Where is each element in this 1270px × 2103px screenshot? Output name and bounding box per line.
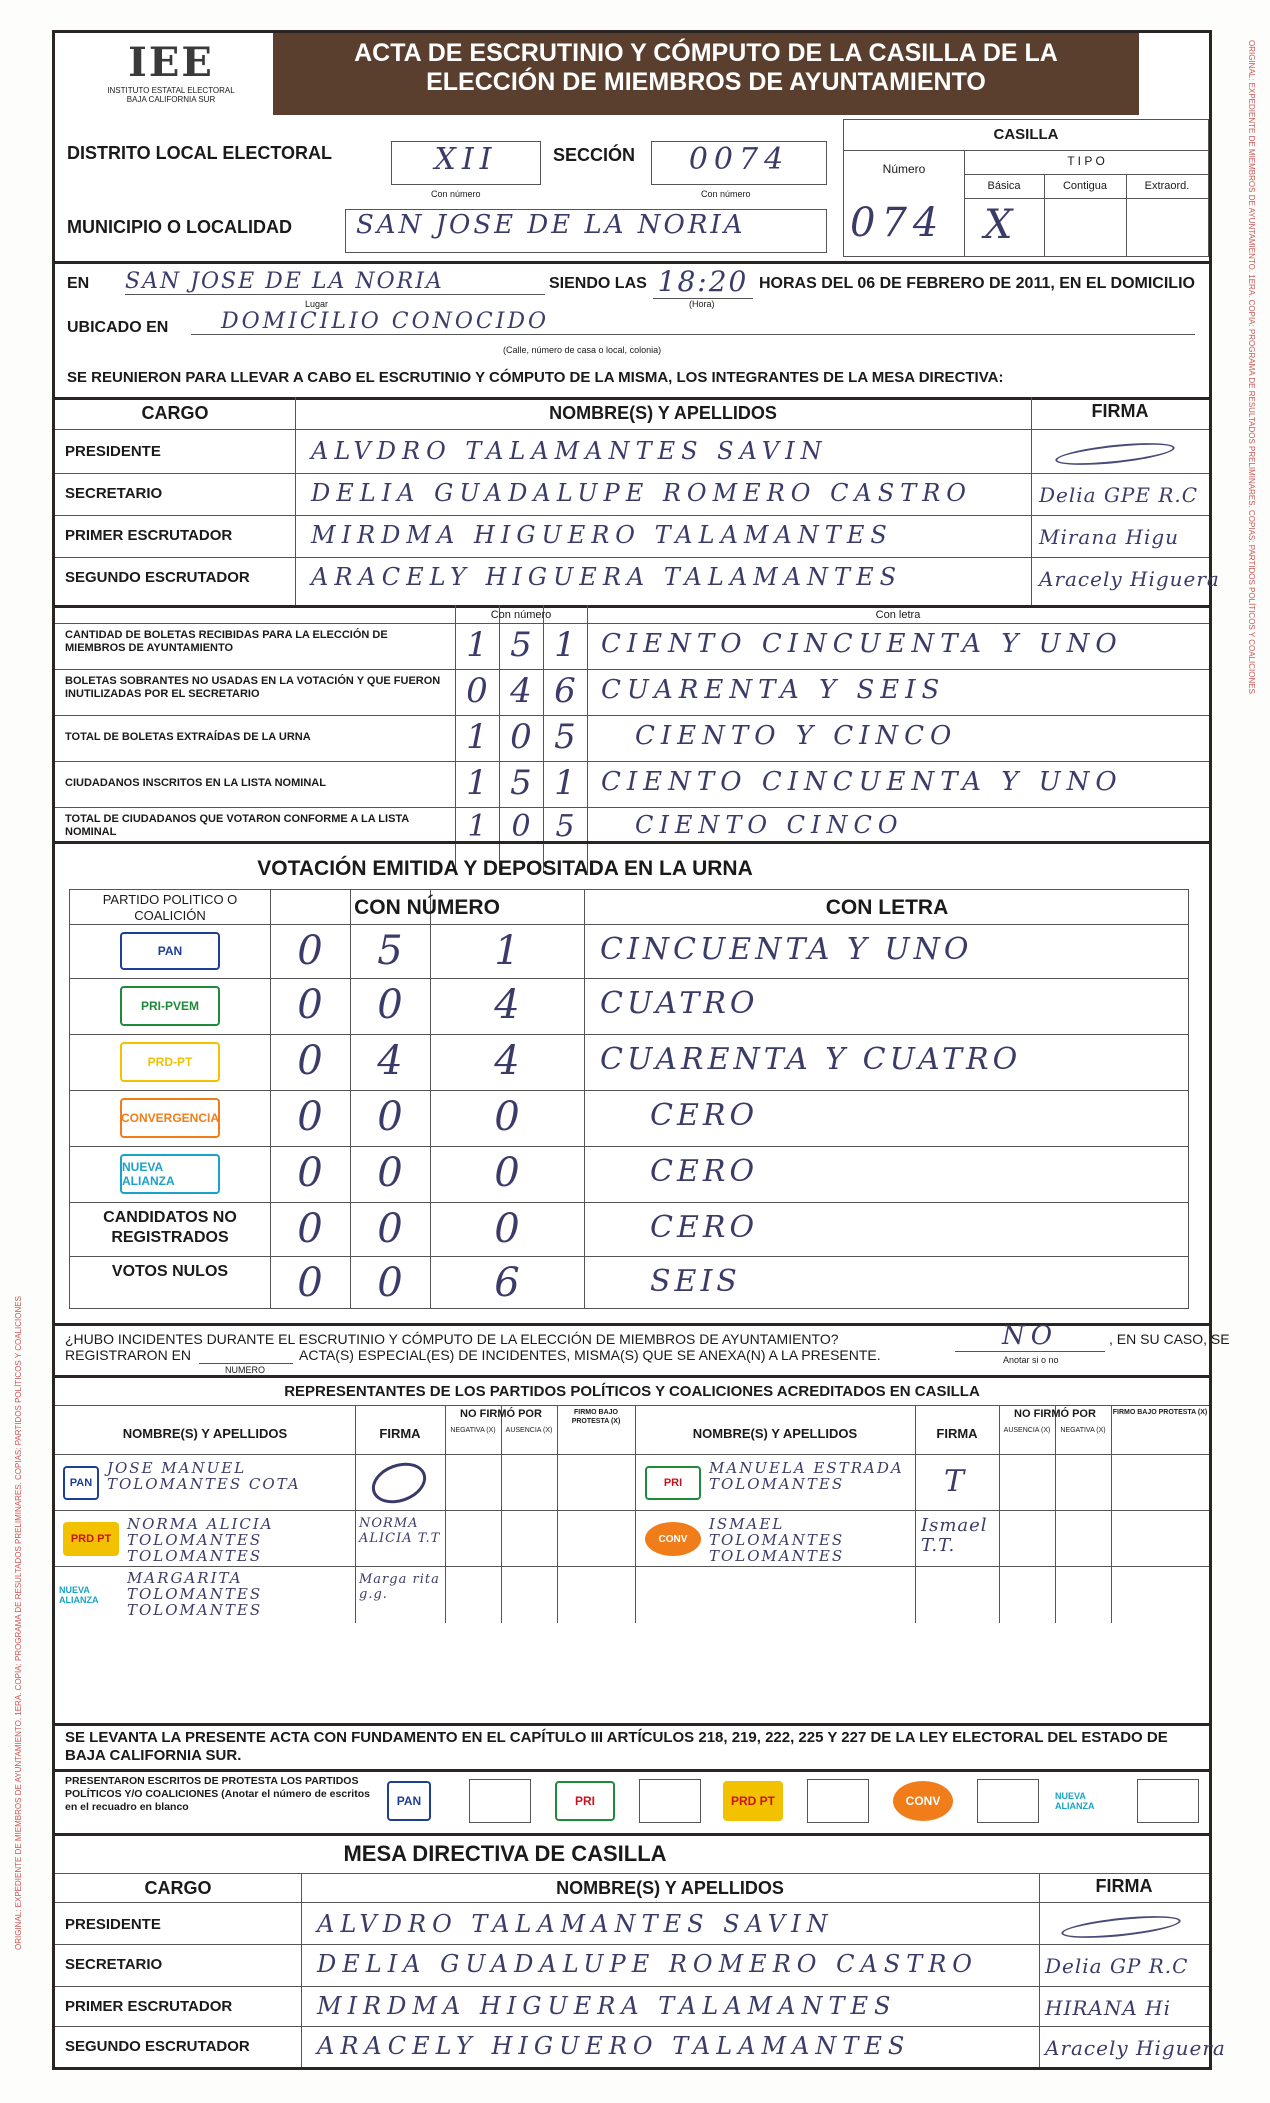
- vote-digit: 4: [494, 1038, 520, 1084]
- extraord-label: Extraord.: [1144, 180, 1190, 192]
- party-label: CANDIDATOS NO REGISTRADOS: [103, 1209, 237, 1246]
- rep-h-firma-right: FIRMA: [936, 1426, 978, 1441]
- logo-subtitle-2: BAJA CALIFORNIA SUR: [126, 95, 216, 104]
- mesa-bottom-cargo: PRESIDENTE: [65, 1916, 161, 1933]
- rep-left-firma-signature: [366, 1456, 432, 1511]
- party-logo: PRI-PVEM: [120, 986, 220, 1026]
- municipio-label: MUNICIPIO O LOCALIDAD: [67, 217, 292, 237]
- boletas-digit: 5: [554, 717, 576, 757]
- mesa-top-h-nombre: NOMBRE(S) Y APELLIDOS: [549, 403, 777, 423]
- protesta-box[interactable]: [807, 1779, 869, 1823]
- boletas-label: CIUDADANOS INSCRITOS EN LA LISTA NOMINAL: [65, 777, 326, 789]
- seccion-con-numero: Con número: [701, 189, 751, 199]
- vote-digit: 0: [297, 1038, 323, 1084]
- mesa-bottom-firma-signature: [1060, 1912, 1181, 1942]
- ubicado-label: UBICADO EN: [67, 319, 169, 336]
- party-label: VOTOS NULOS: [111, 1263, 229, 1280]
- title-banner: [273, 33, 1139, 115]
- vote-digit: 0: [377, 1206, 403, 1252]
- rep-h-protesta-right: FIRMO BAJO PROTESTA (X): [1112, 1409, 1208, 1416]
- mesa-top-firma-signature: [1054, 439, 1175, 469]
- boletas-digit: 1: [467, 809, 487, 844]
- distrito-label: DISTRITO LOCAL ELECTORAL: [67, 143, 333, 163]
- rep-h-protesta-left: FIRMO BAJO PROTESTA (X): [571, 1409, 621, 1425]
- casilla-numero-value: 074: [850, 200, 945, 246]
- party-logo: PAN: [120, 932, 220, 970]
- side-legend-left: ORIGINAL: EXPEDIENTE DE MIEMBROS DE AYUNTAMIENTO. 1ERA. COPIA: PROGRAMA DE RESULTADOS PRELIMINARES. COPIAS: PARTIDOS POLÍTICOS Y COALICIONES: [14, 1296, 23, 1950]
- horas-text: HORAS DEL 06 DE FEBRERO DE 2011, EN EL DOMICILIO: [759, 275, 1195, 292]
- boletas-h-letra: Con letra: [875, 609, 921, 621]
- incidentes-line1-end: , EN SU CASO, SE: [1109, 1331, 1230, 1347]
- vote-letra: CERO: [650, 1098, 759, 1133]
- incidentes-line1: ¿HUBO INCIDENTES DURANTE EL ESCRUTINIO Y CÓMPUTO DE LA ELECCIÓN DE MIEMBROS DE AYUNTAMIENTO?: [65, 1331, 839, 1347]
- seccion-label: SECCIÓN: [553, 145, 636, 165]
- lugar-label: Lugar: [305, 299, 329, 309]
- rep-h-negativa-left: NEGATIVA (X): [450, 1427, 496, 1434]
- boletas-letra: CIENTO CINCUENTA Y UNO: [601, 629, 1123, 659]
- party-logo: NUEVA ALIANZA: [120, 1154, 220, 1194]
- boletas-digit: 0: [466, 671, 488, 711]
- domicilio-label: (Calle, número de casa o local, colonia): [503, 345, 662, 355]
- protesta-logo: PRI: [555, 1781, 615, 1821]
- rep-h-ausencia-right: AUSENCIA (X): [1003, 1427, 1051, 1434]
- party-logo: CONVERGENCIA: [120, 1098, 220, 1138]
- boletas-h-numero: Con número: [490, 609, 552, 621]
- vote-letra: SEIS: [650, 1264, 741, 1299]
- votacion-h-numero: CON NÚMERO: [354, 896, 500, 919]
- boletas-digit: 5: [510, 625, 532, 665]
- protesta-logo: CONV: [893, 1781, 953, 1821]
- mesa-top-nombre: MIRDMA HIGUERO TALAMANTES: [311, 521, 893, 549]
- vote-digit: 0: [297, 928, 323, 974]
- protesta-box[interactable]: [639, 1779, 701, 1823]
- mesa-top-cargo: PRIMER ESCRUTADOR: [65, 527, 233, 544]
- vote-digit: 0: [494, 1094, 520, 1140]
- mesa-top-firma: Aracely Higuera: [1039, 567, 1220, 591]
- vote-letra: CERO: [650, 1154, 759, 1189]
- rep-left-firma: NORMA ALICIA T.T: [359, 1516, 441, 1546]
- vote-letra: CINCUENTA Y UNO: [600, 932, 973, 967]
- boletas-label: CANTIDAD DE BOLETAS RECIBIDAS PARA LA ELECCIÓN DE MIEMBROS DE AYUNTAMIENTO: [65, 629, 388, 654]
- mesa-bottom-firma: Delia GP R.C: [1045, 1954, 1189, 1978]
- vote-digit: 0: [297, 1260, 323, 1306]
- boletas-digit: 0: [511, 809, 531, 844]
- iee-logo-mark: IEE: [128, 39, 214, 86]
- side-legend-right: ORIGINAL: EXPEDIENTE DE MIEMBROS DE AYUNTAMIENTO. 1ERA. COPIA: PROGRAMA DE RESULTADOS PRELIMINARES. COPIAS: PARTIDOS POLÍTICOS Y COALICIONES: [1247, 40, 1256, 694]
- protesta-text: PRESENTARON ESCRITOS DE PROTESTA LOS PARTIDOS POLÍTICOS Y/O COALICIONES (Anotar el número de escritos en el recuadro en blanco: [65, 1775, 370, 1813]
- rep-h-firma-left: FIRMA: [379, 1426, 421, 1441]
- distrito-con-numero: Con número: [431, 189, 481, 199]
- party-logo: PRD-PT: [120, 1042, 220, 1082]
- rep-right-party-logo: CONV: [645, 1522, 701, 1556]
- basica-mark: X: [984, 202, 1019, 248]
- seccion-value: 0074: [651, 141, 827, 185]
- rep-left-nombre: JOSE MANUEL TOLOMANTES COTA: [107, 1459, 301, 1493]
- rep-h-ausencia-left: AUSENCIA (X): [505, 1427, 553, 1434]
- numero-label: Número: [882, 162, 926, 176]
- lugar-value: SAN JOSE DE LA NORIA: [125, 269, 545, 295]
- distrito-value: XII: [391, 141, 541, 185]
- boletas-digit: 5: [510, 763, 532, 803]
- votacion-title: VOTACIÓN EMITIDA Y DEPOSITADA EN LA URNA: [257, 857, 753, 880]
- rep-h-nombre-left: NOMBRE(S) Y APELLIDOS: [122, 1426, 288, 1441]
- vote-letra: CERO: [650, 1210, 759, 1245]
- mesa-bottom-h-firma: FIRMA: [1095, 1876, 1153, 1896]
- boletas-label: BOLETAS SOBRANTES NO USADAS EN LA VOTACIÓN Y QUE FUERON INUTILIZADAS POR EL SECRETARIO: [65, 675, 441, 700]
- mesa-top-h-firma: FIRMA: [1091, 401, 1149, 421]
- rep-h-nofirmo-right: NO FIRMÓ POR: [1014, 1408, 1096, 1420]
- boletas-digit: 1: [466, 717, 488, 757]
- mesa-top-cargo: SEGUNDO ESCRUTADOR: [65, 569, 250, 586]
- mesa-top-h-cargo: CARGO: [141, 403, 209, 423]
- rep-right-firma: Ismael T.T.: [921, 1515, 988, 1556]
- protesta-logo: NUEVA ALIANZA: [1055, 1791, 1095, 1811]
- boletas-digit: 1: [554, 763, 576, 803]
- vote-digit: 0: [297, 1150, 323, 1196]
- mesa-bottom-nombre: ALVDRO TALAMANTES SAVIN: [317, 1910, 834, 1938]
- mesa-top-nombre: DELIA GUADALUPE ROMERO CASTRO: [311, 479, 972, 507]
- vote-digit: 0: [297, 982, 323, 1028]
- rep-left-party-logo: PRD PT: [63, 1522, 119, 1556]
- title-line-2: ELECCIÓN DE MIEMBROS DE AYUNTAMIENTO: [426, 68, 986, 96]
- fundamento-text: SE LEVANTA LA PRESENTE ACTA CON FUNDAMENTO EN EL CAPÍTULO III ARTÍCULOS 218, 219, 222, 225 Y 227 DE LA LEY ELECTORAL DEL ESTADO DE BAJA CALIFORNIA SUR.: [65, 1729, 1168, 1764]
- vote-digit: 0: [494, 1206, 520, 1252]
- vote-digit: 4: [377, 1038, 403, 1084]
- mesa-bottom-cargo: PRIMER ESCRUTADOR: [65, 1998, 233, 2015]
- tipo-label: T I P O: [1067, 154, 1105, 168]
- vote-digit: 0: [494, 1150, 520, 1196]
- mesa-bottom-firma: HIRANA Hi: [1045, 1996, 1171, 2020]
- votacion-h-letra: CON LETRA: [825, 896, 949, 919]
- votacion-table: [69, 889, 1189, 1309]
- vote-digit: 0: [377, 1150, 403, 1196]
- mesa-top-nombre: ARACELY HIGUERA TALAMANTES: [311, 563, 903, 591]
- contigua-label: Contigua: [1062, 180, 1108, 192]
- siendo-label: SIENDO LAS: [549, 275, 647, 292]
- title-line-1: ACTA DE ESCRUTINIO Y CÓMPUTO DE LA CASILLA DE LA: [354, 39, 1058, 67]
- casilla-label: CASILLA: [993, 126, 1059, 143]
- mesa-top-nombre: ALVDRO TALAMANTES SAVIN: [311, 437, 828, 465]
- boletas-digit: 5: [555, 809, 575, 844]
- vote-digit: 0: [297, 1206, 323, 1252]
- mesa-bottom-h-cargo: CARGO: [144, 1878, 212, 1898]
- protesta-logo: PAN: [387, 1781, 431, 1821]
- casilla-box: [843, 119, 1209, 257]
- mesa-bottom-nombre: ARACELY HIGUERO TALAMANTES: [317, 2032, 911, 2060]
- vote-digit: 0: [377, 1094, 403, 1140]
- boletas-label: TOTAL DE CIUDADANOS QUE VOTARON CONFORME A LA LISTA NOMINAL: [65, 813, 409, 838]
- incidentes-answer: NO: [955, 1321, 1105, 1352]
- mesa-bottom-cargo: SEGUNDO ESCRUTADOR: [65, 2038, 250, 2055]
- mesa-top-firma: Mirana Higu: [1039, 525, 1180, 549]
- mesa-bottom-nombre: DELIA GUADALUPE ROMERO CASTRO: [317, 1950, 978, 1978]
- hora-value: 18:20: [653, 265, 753, 299]
- en-label: EN: [67, 275, 90, 292]
- mesa-top-cargo: SECRETARIO: [65, 485, 163, 502]
- mesa-bottom-h-nombre: NOMBRE(S) Y APELLIDOS: [556, 1878, 784, 1898]
- boletas-digit: 0: [510, 717, 532, 757]
- protesta-logo: PRD PT: [723, 1781, 783, 1821]
- mesa-top-firma: Delia GPE R.C: [1039, 483, 1199, 507]
- boletas-digit: 1: [554, 625, 576, 665]
- domicilio-value: DOMICILIO CONOCIDO: [191, 309, 1195, 335]
- mesa-top-cargo: PRESIDENTE: [65, 443, 161, 460]
- votacion-h-partido: PARTIDO POLITICO O COALICIÓN: [102, 892, 238, 923]
- vote-digit: 0: [377, 1260, 403, 1306]
- acta-sheet: [52, 30, 1230, 2070]
- boletas-digit: 6: [554, 671, 576, 711]
- boletas-letra: CIENTO CINCUENTA Y UNO: [601, 767, 1123, 797]
- logo-subtitle-1: INSTITUTO ESTATAL ELECTORAL: [107, 86, 235, 95]
- incidentes-numero-lbl: NUMERO: [225, 1365, 265, 1375]
- vote-letra: CUATRO: [600, 986, 759, 1021]
- vote-digit: 1: [494, 928, 520, 974]
- rep-left-party-logo: NUEVA ALIANZA: [59, 1585, 99, 1605]
- mesa-bottom-title: MESA DIRECTIVA DE CASILLA: [343, 1841, 667, 1866]
- vote-digit: 4: [494, 982, 520, 1028]
- mesa-bottom-nombre: MIRDMA HIGUERA TALAMANTES: [317, 1992, 897, 2020]
- representantes-title: REPRESENTANTES DE LOS PARTIDOS POLÍTICOS Y COALICIONES ACREDITADOS EN CASILLA: [284, 1383, 980, 1400]
- vote-letra: CUARENTA Y CUATRO: [600, 1042, 1022, 1077]
- boletas-label: TOTAL DE BOLETAS EXTRAÍDAS DE LA URNA: [65, 731, 311, 743]
- reunieron-text: SE REUNIERON PARA LLEVAR A CABO EL ESCRUTINIO Y CÓMPUTO DE LA MISMA, LOS INTEGRANTES DE LA MESA DIRECTIVA:: [67, 369, 1004, 386]
- boletas-digit: 1: [466, 625, 488, 665]
- rep-right-nombre: ISMAEL TOLOMANTES TOLOMANTES: [709, 1515, 845, 1565]
- rep-h-negativa-right: NEGATIVA (X): [1060, 1427, 1106, 1434]
- iee-logo: [91, 39, 251, 119]
- rep-h-nombre-right: NOMBRE(S) Y APELLIDOS: [692, 1426, 858, 1441]
- vote-digit: 0: [297, 1094, 323, 1140]
- boletas-digit: 4: [510, 671, 532, 711]
- boletas-letra: CIENTO Y CINCO: [635, 721, 958, 751]
- hora-label: (Hora): [689, 299, 715, 309]
- rep-left-nombre: MARGARITA TOLOMANTES TOLOMANTES: [127, 1569, 263, 1619]
- protesta-box[interactable]: [469, 1779, 531, 1823]
- boletas-letra: CUARENTA Y SEIS: [601, 675, 946, 705]
- protesta-box[interactable]: [977, 1779, 1039, 1823]
- rep-left-party-logo: PAN: [63, 1466, 99, 1500]
- boletas-digit: 1: [466, 763, 488, 803]
- incidentes-line2a: REGISTRARON EN: [65, 1347, 192, 1363]
- rep-right-firma: T: [943, 1464, 970, 1499]
- rep-right-nombre: MANUELA ESTRADA TOLOMANTES: [709, 1459, 904, 1493]
- mesa-bottom-cargo: SECRETARIO: [65, 1956, 163, 1973]
- vote-digit: 0: [377, 982, 403, 1028]
- protesta-box[interactable]: [1137, 1779, 1199, 1823]
- mesa-bottom-firma: Aracely Higuera: [1045, 2036, 1226, 2060]
- basica-label: Básica: [987, 180, 1021, 192]
- vote-digit: 5: [377, 928, 403, 974]
- boletas-letra: CIENTO CINCO: [635, 811, 904, 839]
- incidentes-anotar-lbl: Anotar si o no: [1003, 1355, 1059, 1365]
- rep-left-nombre: NORMA ALICIA TOLOMANTES TOLOMANTES: [127, 1515, 274, 1565]
- rep-right-party-logo: PRI: [645, 1466, 701, 1500]
- vote-digit: 6: [494, 1260, 520, 1306]
- incidentes-line2b: ACTA(S) ESPECIAL(ES) DE INCIDENTES, MISMA(S) QUE SE ANEXA(N) A LA PRESENTE.: [299, 1347, 881, 1363]
- rep-left-firma: Marga rita g.g.: [359, 1572, 440, 1602]
- municipio-value: SAN JOSE DE LA NORIA: [345, 209, 827, 253]
- rep-h-nofirmo-left: NO FIRMÓ POR: [460, 1408, 542, 1420]
